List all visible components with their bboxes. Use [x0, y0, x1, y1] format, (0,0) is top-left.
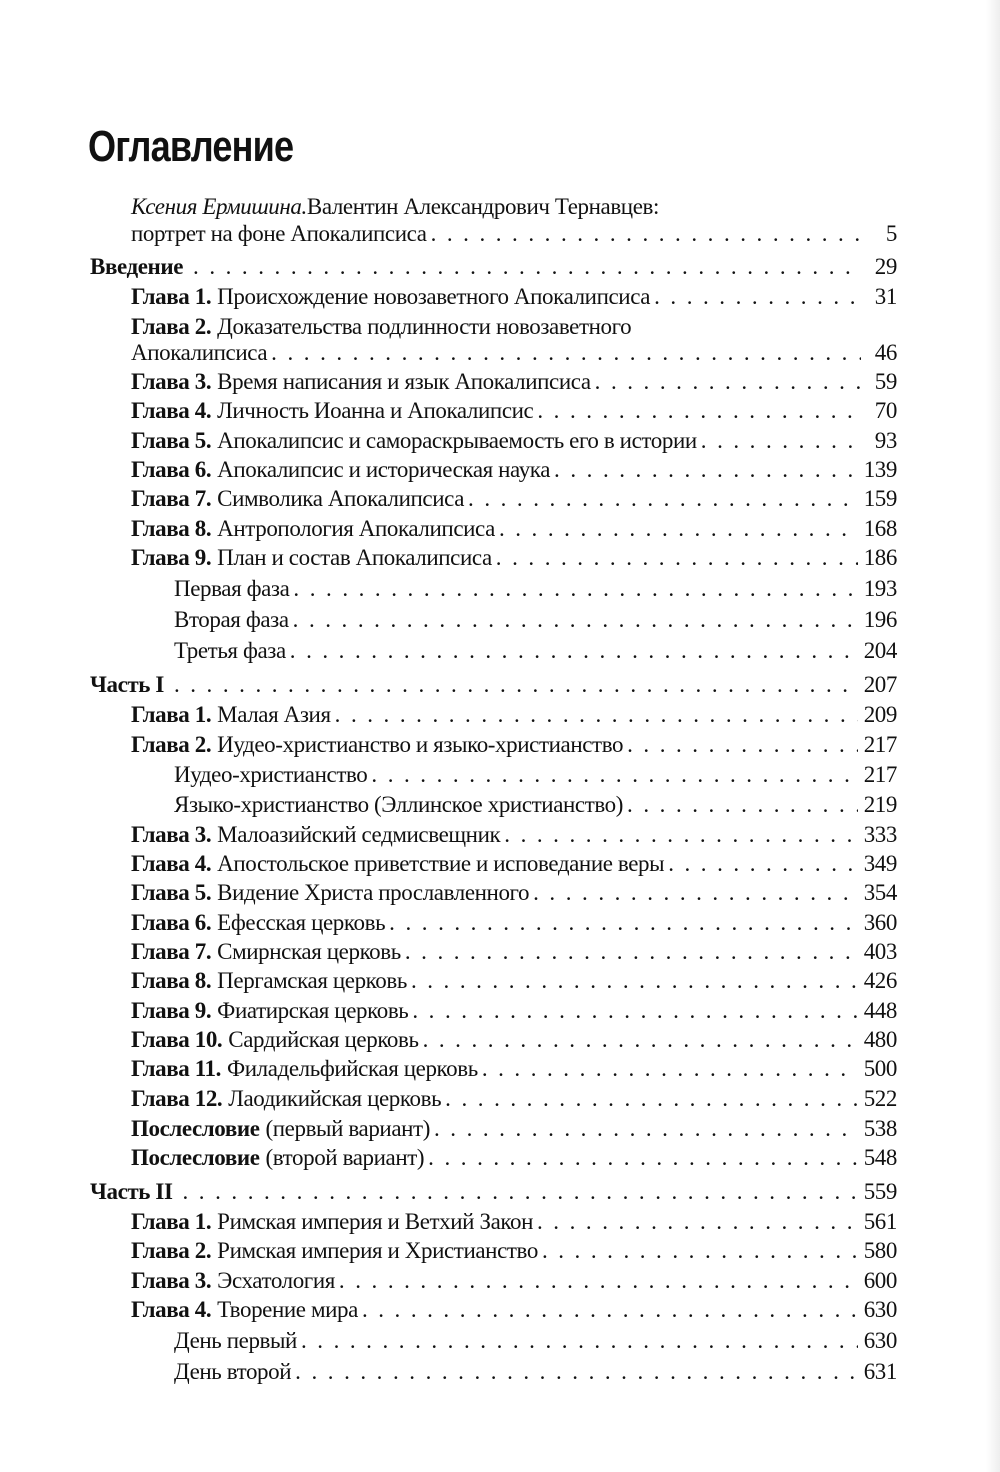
- entry-label: Глава 6.: [131, 457, 212, 482]
- entry-page-number: 159: [863, 486, 897, 511]
- entry-label: Глава 10.: [131, 1027, 223, 1052]
- entry-page-number: 559: [863, 1179, 897, 1204]
- dot-leader: [431, 220, 861, 248]
- entry-label: Глава 3.: [131, 1268, 212, 1293]
- toc-chapter-entry: [131, 515, 897, 543]
- entry-title: Лаодикийская церковь: [228, 1086, 442, 1111]
- entry-title: Третья фаза: [174, 638, 286, 663]
- toc-chapter-entry: [131, 1208, 897, 1236]
- entry-page-number: 70: [874, 398, 897, 423]
- dot-leader: [371, 761, 857, 789]
- entry-title: Иудео-христианство и языко-христианство: [217, 732, 624, 757]
- dot-leader: [412, 997, 857, 1025]
- dot-leader: [293, 575, 857, 603]
- dot-leader: [595, 368, 861, 396]
- entry-title: Римская империя и Ветхий Закон: [217, 1209, 533, 1234]
- dot-leader: [362, 1296, 858, 1324]
- entry-page-number: 448: [863, 998, 897, 1023]
- entry-title: Происхождение новозаветного Апокалипсиса: [217, 284, 651, 309]
- dot-leader: [482, 1055, 858, 1083]
- entry-title: Ефесская церковь: [217, 910, 386, 935]
- toc-chapter-entry: [131, 879, 897, 907]
- entry-title: Доказательства подлинности новозаветного: [217, 314, 632, 339]
- dot-leader: [183, 1178, 858, 1206]
- toc-chapter-entry: [131, 456, 897, 484]
- entry-page-number: 139: [863, 457, 897, 482]
- entry-page-number: 31: [874, 284, 897, 309]
- entry-label: Часть II: [90, 1179, 173, 1204]
- dot-leader: [405, 938, 858, 966]
- entry-title: Апостольское приветствие и исповедание веры: [217, 851, 665, 876]
- entry-page-number: 168: [863, 516, 897, 541]
- entry-page-number: 403: [863, 939, 897, 964]
- entry-label: Глава 1.: [131, 1209, 212, 1234]
- entry-page-number: 5: [885, 221, 897, 246]
- entry-page-number: 426: [863, 968, 897, 993]
- entry-page-number: 204: [863, 638, 897, 663]
- dot-leader: [668, 850, 857, 878]
- entry-page-number: 538: [863, 1116, 897, 1141]
- toc-chapter-entry: [131, 339, 897, 367]
- dot-leader: [537, 1208, 858, 1236]
- entry-page-number: 186: [863, 545, 897, 570]
- entry-page-number: 580: [863, 1238, 897, 1263]
- entry-title: (второй вариант): [265, 1145, 425, 1170]
- toc-chapter-entry: [131, 368, 897, 396]
- entry-label: Глава 5.: [131, 428, 212, 453]
- entry-page-number: 630: [863, 1328, 897, 1353]
- entry-label: Глава 2.: [131, 1238, 212, 1263]
- dot-leader: [537, 397, 861, 425]
- toc-chapter-entry: [131, 283, 897, 311]
- entry-label: Глава 4.: [131, 851, 212, 876]
- entry-page-number: 196: [863, 607, 897, 632]
- toc-subsection-entry: [174, 575, 897, 603]
- dot-leader: [434, 1115, 858, 1143]
- entry-title: Иудео-христианство: [174, 762, 368, 787]
- toc-chapter-entry: [131, 1144, 897, 1172]
- toc-chapter-entry: [131, 731, 897, 759]
- dot-leader: [627, 731, 858, 759]
- entry-label: Глава 2.: [131, 314, 212, 339]
- toc-chapter-entry: [131, 1055, 897, 1083]
- entry-title: Апокалипсиса: [131, 340, 268, 365]
- entry-label: Глава 6.: [131, 910, 212, 935]
- entry-title: Малая Азия: [217, 702, 331, 727]
- toc-chapter-entry: [131, 938, 897, 966]
- entry-title: Видение Христа прославленного: [217, 880, 530, 905]
- toc-chapter-entry: [131, 850, 897, 878]
- entry-title: Антропология Апокалипсиса: [217, 516, 495, 541]
- entry-author: Ксения Ермишина.: [131, 194, 307, 219]
- entry-label: Глава 9.: [131, 545, 212, 570]
- toc-chapter-entry: [131, 1267, 897, 1295]
- dot-leader: [654, 283, 861, 311]
- entry-page-number: 522: [863, 1086, 897, 1111]
- dot-leader: [290, 637, 858, 665]
- entry-page-number: 217: [863, 762, 897, 787]
- toc-chapter-entry: [131, 967, 897, 995]
- entry-label: Глава 7.: [131, 939, 212, 964]
- toc-chapter-entry: [131, 220, 897, 248]
- dot-leader: [293, 606, 858, 634]
- entry-title: Первая фаза: [174, 576, 290, 601]
- entry-title: Смирнская церковь: [217, 939, 401, 964]
- toc-part-entry: [90, 1178, 897, 1206]
- entry-title: Малоазийский седмисвещник: [217, 822, 501, 847]
- dot-leader: [271, 339, 861, 367]
- entry-label: Глава 7.: [131, 486, 212, 511]
- entry-title: Сардийская церковь: [228, 1027, 419, 1052]
- entry-label: Глава 11.: [131, 1056, 221, 1081]
- dot-leader: [335, 701, 858, 729]
- entry-title: Время написания и язык Апокалипсиса: [217, 369, 591, 394]
- toc-subsection-entry: [174, 1327, 897, 1355]
- dot-leader: [174, 671, 858, 699]
- dot-leader: [295, 1358, 858, 1386]
- dot-leader: [411, 967, 858, 995]
- entry-page-number: 548: [863, 1145, 897, 1170]
- dot-leader: [468, 485, 858, 513]
- toc-chapter-entry: [131, 397, 897, 425]
- entry-title: Личность Иоанна и Апокалипсис: [217, 398, 534, 423]
- toc-chapter-entry: [131, 1296, 897, 1324]
- entry-page-number: 59: [874, 369, 897, 394]
- dot-leader: [423, 1026, 858, 1054]
- entry-label: Глава 9.: [131, 998, 212, 1023]
- toc-subsection-entry: [174, 637, 897, 665]
- entry-title: Языко-христианство (Эллинское христианство): [174, 792, 624, 817]
- entry-title: Апокалипсис и самораскрываемость его в истории: [217, 428, 697, 453]
- entry-label: Послесловие: [131, 1116, 260, 1141]
- entry-page-number: 217: [863, 732, 897, 757]
- dot-leader: [193, 253, 861, 281]
- toc-chapter-entry: [131, 997, 897, 1025]
- toc-part-entry: [90, 253, 897, 281]
- entry-label: Глава 1.: [131, 284, 212, 309]
- toc-chapter-entry: [131, 701, 897, 729]
- entry-title: Апокалипсис и историческая наука: [217, 457, 551, 482]
- entry-page-number: 333: [863, 822, 897, 847]
- entry-label: Глава 3.: [131, 822, 212, 847]
- toc-chapter-entry: [131, 1085, 897, 1113]
- entry-page-number: 360: [863, 910, 897, 935]
- entry-label: Глава 5.: [131, 880, 212, 905]
- dot-leader: [389, 909, 858, 937]
- entry-label: Послесловие: [131, 1145, 260, 1170]
- entry-title: Эсхатология: [217, 1268, 335, 1293]
- toc-chapter-entry: [131, 193, 659, 221]
- entry-title: День второй: [174, 1359, 292, 1384]
- toc-subsection-entry: [174, 791, 897, 819]
- dot-leader: [339, 1267, 858, 1295]
- entry-page-number: 29: [874, 254, 897, 279]
- entry-label: Глава 12.: [131, 1086, 223, 1111]
- entry-label: Глава 4.: [131, 398, 212, 423]
- entry-title: (первый вариант): [265, 1116, 430, 1141]
- entry-title: Вторая фаза: [174, 607, 289, 632]
- page-edge: [986, 0, 1000, 1472]
- toc-chapter-entry: [131, 1237, 897, 1265]
- entry-title: Филадельфийская церковь: [227, 1056, 478, 1081]
- entry-title: Валентин Александрович Тернавцев:: [306, 194, 659, 219]
- dot-leader: [504, 821, 857, 849]
- entry-title: портрет на фоне Апокалипсиса: [131, 221, 427, 246]
- entry-title: Творение мира: [217, 1297, 358, 1322]
- entry-page-number: 193: [863, 576, 897, 601]
- page-title: Оглавление: [88, 122, 294, 171]
- entry-page-number: 209: [863, 702, 897, 727]
- toc-subsection-entry: [174, 761, 897, 789]
- dot-leader: [496, 544, 858, 572]
- entry-label: Глава 4.: [131, 1297, 212, 1322]
- entry-page-number: 349: [863, 851, 897, 876]
- entry-page-number: 561: [863, 1209, 897, 1234]
- entry-page-number: 480: [863, 1027, 897, 1052]
- dot-leader: [499, 515, 858, 543]
- dot-leader: [627, 791, 858, 819]
- toc-subsection-entry: [174, 1358, 897, 1386]
- entry-title: Символика Апокалипсиса: [217, 486, 465, 511]
- entry-label: Глава 2.: [131, 732, 212, 757]
- entry-page-number: 630: [863, 1297, 897, 1322]
- entry-title: День первый: [174, 1328, 297, 1353]
- entry-label: Часть I: [90, 672, 164, 697]
- entry-label: Глава 8.: [131, 968, 212, 993]
- toc-chapter-entry: [131, 1026, 897, 1054]
- toc-subsection-entry: [174, 606, 897, 634]
- entry-page-number: 93: [874, 428, 897, 453]
- dot-leader: [533, 879, 858, 907]
- entry-label: Глава 3.: [131, 369, 212, 394]
- entry-page-number: 600: [863, 1268, 897, 1293]
- entry-label: Глава 1.: [131, 702, 212, 727]
- dot-leader: [701, 427, 861, 455]
- toc-chapter-entry: [131, 1115, 897, 1143]
- dot-leader: [445, 1085, 858, 1113]
- toc-chapter-entry: [131, 544, 897, 572]
- entry-page-number: 354: [863, 880, 897, 905]
- dot-leader: [554, 456, 858, 484]
- dot-leader: [428, 1144, 858, 1172]
- entry-page-number: 46: [874, 340, 897, 365]
- entry-title: Фиатирская церковь: [217, 998, 409, 1023]
- entry-page-number: 500: [863, 1056, 897, 1081]
- dot-leader: [542, 1237, 858, 1265]
- entry-title: Пергамская церковь: [217, 968, 407, 993]
- dot-leader: [301, 1327, 858, 1355]
- entry-page-number: 631: [863, 1359, 897, 1384]
- toc-chapter-entry: [131, 313, 631, 341]
- toc-chapter-entry: [131, 909, 897, 937]
- entry-title: Римская империя и Христианство: [217, 1238, 538, 1263]
- toc-part-entry: [90, 671, 897, 699]
- entry-title: План и состав Апокалипсиса: [217, 545, 492, 570]
- entry-page-number: 207: [863, 672, 897, 697]
- entry-label: Глава 8.: [131, 516, 212, 541]
- entry-label: Введение: [90, 254, 184, 279]
- entry-page-number: 219: [863, 792, 897, 817]
- toc-chapter-entry: [131, 485, 897, 513]
- toc-chapter-entry: [131, 427, 897, 455]
- toc-chapter-entry: [131, 821, 897, 849]
